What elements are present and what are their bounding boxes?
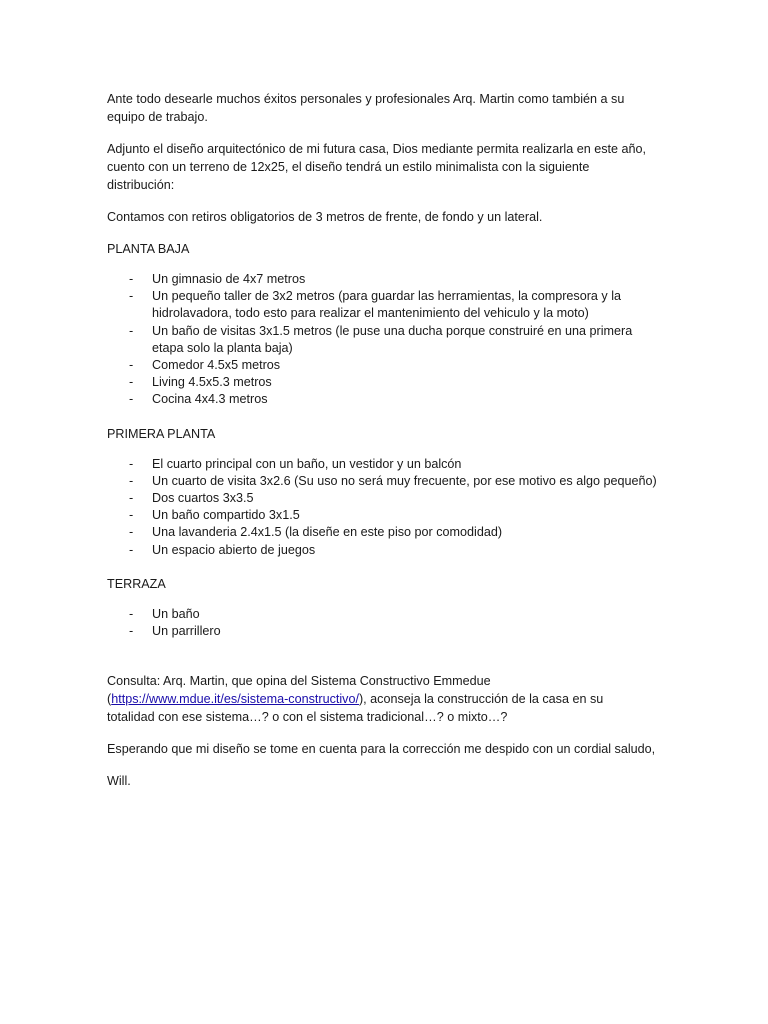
dash-marker: - — [129, 491, 134, 506]
list-item: - Un baño de visitas 3x1.5 metros (le puse una ducha porque construiré en una primera etapa solo la planta baja) — [129, 323, 633, 355]
ground-floor-heading: PLANTA BAJA — [107, 242, 190, 256]
dash-marker: - — [129, 624, 134, 639]
list-item: - Una lavanderia 2.4x1.5 (la diseñe en este piso por comodidad) — [107, 524, 667, 541]
emmedue-link[interactable]: https://www.mdue.it/es/sistema-constructivo/ — [111, 692, 359, 707]
intro-line-2: equipo de trabajo. — [107, 110, 208, 124]
dash-marker: - — [129, 473, 134, 488]
list-item: - Living 4.5x5.3 metros — [107, 374, 667, 391]
question-line-1: Consulta: Arq. Martin, que opina del Sistema Constructivo Emmedue — [107, 674, 491, 689]
dash-marker: - — [129, 456, 134, 471]
dash-marker: - — [129, 508, 134, 523]
list-item: - Comedor 4.5x5 metros — [107, 357, 667, 374]
design-line-2: cuento con un terreno de 12x25, el diseño tendrá un estilo minimalista con la siguiente — [107, 160, 590, 174]
list-item: - Cocina 4x4.3 metros — [107, 391, 667, 408]
intro-paragraph — [107, 90, 667, 126]
list-item: - Dos cuartos 3x3.5 — [107, 490, 667, 507]
list-item: - El cuarto principal con un baño, un vestidor y un balcón — [107, 456, 667, 473]
first-floor-heading: PRIMERA PLANTA — [107, 426, 216, 441]
signature: Will. — [107, 774, 131, 789]
dash-marker: - — [129, 525, 134, 540]
dash-marker: - — [129, 606, 134, 621]
dash-marker: - — [129, 542, 134, 557]
first-floor-list — [107, 456, 667, 559]
terrace-heading: TERRAZA — [107, 576, 166, 591]
question-paragraph: Consulta: Arq. Martin, que opina del Sistema Constructivo Emmedue (https://www.mdue.it/es/sistema-constructivo/), aconseja la construcción de la casa en su totalidad con ese sistema…? o con el sistema tradicional…? o mixto…? — [107, 674, 604, 725]
design-line-3: distribución: — [107, 178, 175, 192]
dash-marker: - — [129, 272, 134, 286]
list-item: - Un baño — [107, 606, 667, 623]
setbacks-paragraph: Contamos con retiros obligatorios de 3 metros de frente, de fondo y un lateral. — [107, 210, 543, 224]
ground-floor-list — [107, 271, 667, 409]
dash-marker: - — [129, 358, 134, 373]
design-line-1: Adjunto el diseño arquitectónico de mi futura casa, Dios mediante permita realizarla en este año, — [107, 142, 647, 156]
dash-marker: - — [129, 375, 134, 390]
list-item: - Un gimnasio de 4x7 metros — [107, 271, 667, 288]
dash-marker: - — [129, 323, 134, 338]
dash-marker: - — [129, 289, 134, 304]
list-item: - Un parrillero — [107, 623, 667, 640]
question-line-3: totalidad con ese sistema…? o con el sistema tradicional…? o mixto…? — [107, 710, 508, 725]
design-paragraph — [107, 140, 667, 194]
intro-line-1: Ante todo desearle muchos éxitos personales y profesionales Arq. Martin como también a su — [107, 92, 625, 106]
closing-paragraph: Esperando que mi diseño se tome en cuenta para la corrección me despido con un cordial saludo, — [107, 742, 656, 757]
list-item: - Un espacio abierto de juegos — [107, 542, 667, 559]
list-item: - Un pequeño taller de 3x2 metros (para guardar las herramientas, la compresora y la hidrolavadora, todo esto para realizar el mantenimiento del vehiculo y la moto) — [129, 289, 622, 321]
document-body — [107, 90, 667, 804]
terrace-list — [107, 606, 667, 640]
dash-marker: - — [129, 392, 134, 407]
list-item: - Un baño compartido 3x1.5 — [107, 507, 667, 524]
list-item: - Un cuarto de visita 3x2.6 (Su uso no será muy frecuente, por ese motivo es algo pequeño) — [107, 473, 667, 490]
